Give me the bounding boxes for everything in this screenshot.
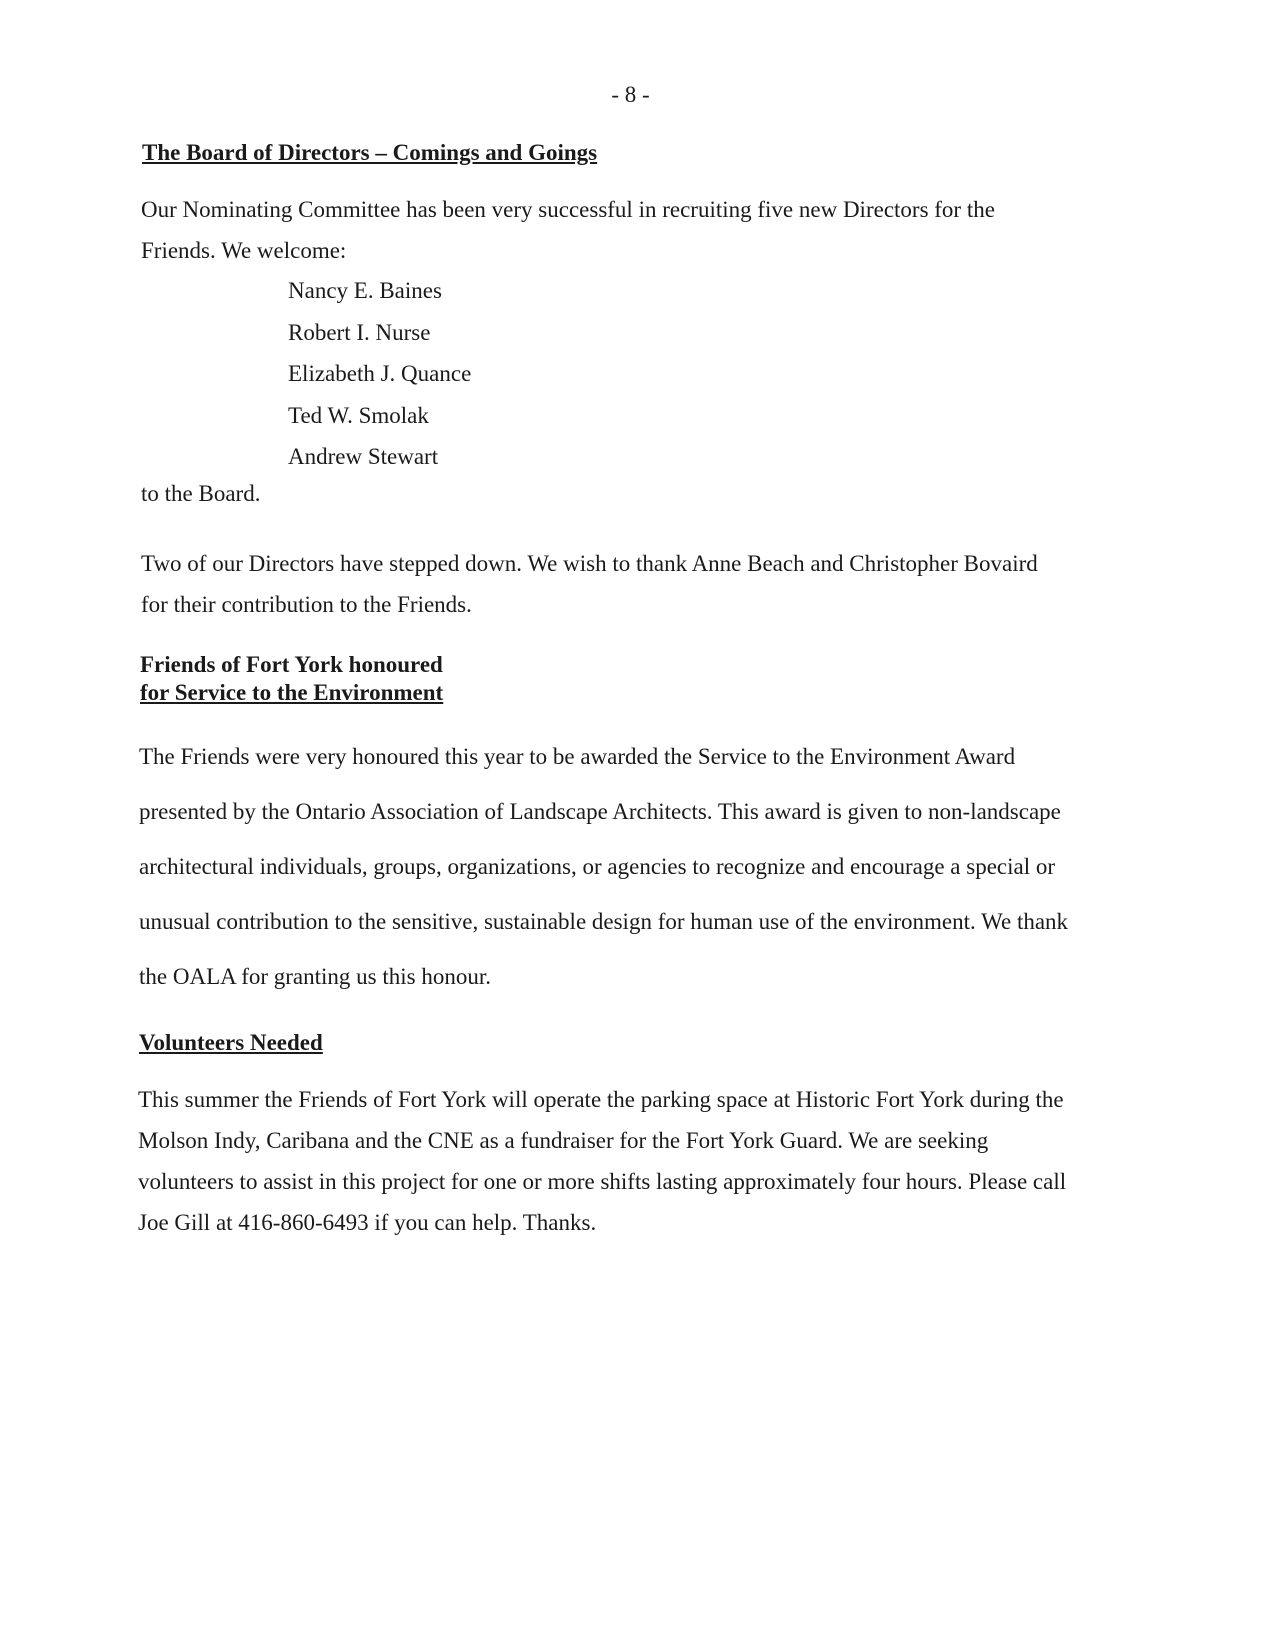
award-heading-line1: Friends of Fort York honoured [140, 652, 443, 677]
page-number: - 8 - [611, 82, 650, 107]
director-name: Andrew Stewart [288, 444, 439, 469]
award-body: The Friends were very honoured this year to be awarded the Service to the Environment Award presented by the Ontario Association of Landscape Architects. This award is given to non-landscape architectural individuals, groups, organizations, or agencies to recognize and encourage a special or unusual contribution to the sensitive, sustainable design for human use of the environment. We thank the OALA for granting us this honour. [139, 744, 1069, 989]
award-heading [140, 651, 443, 707]
board-closing: to the Board. [141, 481, 261, 506]
new-directors-list [288, 270, 471, 478]
director-name: Elizabeth J. Quance [288, 361, 472, 386]
director-name: Nancy E. Baines [288, 278, 442, 303]
volunteers-heading: Volunteers Needed [139, 1030, 323, 1055]
volunteers-body: This summer the Friends of Fort York will operate the parking space at Historic Fort York during the Molson Indy, Caribana and the CNE as a fundraiser for the Fort York Guard. We are seeking volunteers to assist in this project for one or more shifts lasting approximately four hours. Please call Joe Gill at 416-860-6493 if you can help. Thanks. [138, 1087, 1067, 1235]
board-heading: The Board of Directors – Comings and Goings [142, 140, 598, 165]
board-departures: Two of our Directors have stepped down. We wish to thank Anne Beach and Christopher Bovaird for their contribution to the Friends. [141, 551, 1038, 617]
award-heading-line2: for Service to the Environment [140, 680, 444, 705]
board-intro: Our Nominating Committee has been very successful in recruiting five new Directors for the Friends. We welcome: [141, 197, 995, 263]
director-name: Robert I. Nurse [288, 319, 431, 345]
director-name: Ted W. Smolak [288, 402, 429, 428]
